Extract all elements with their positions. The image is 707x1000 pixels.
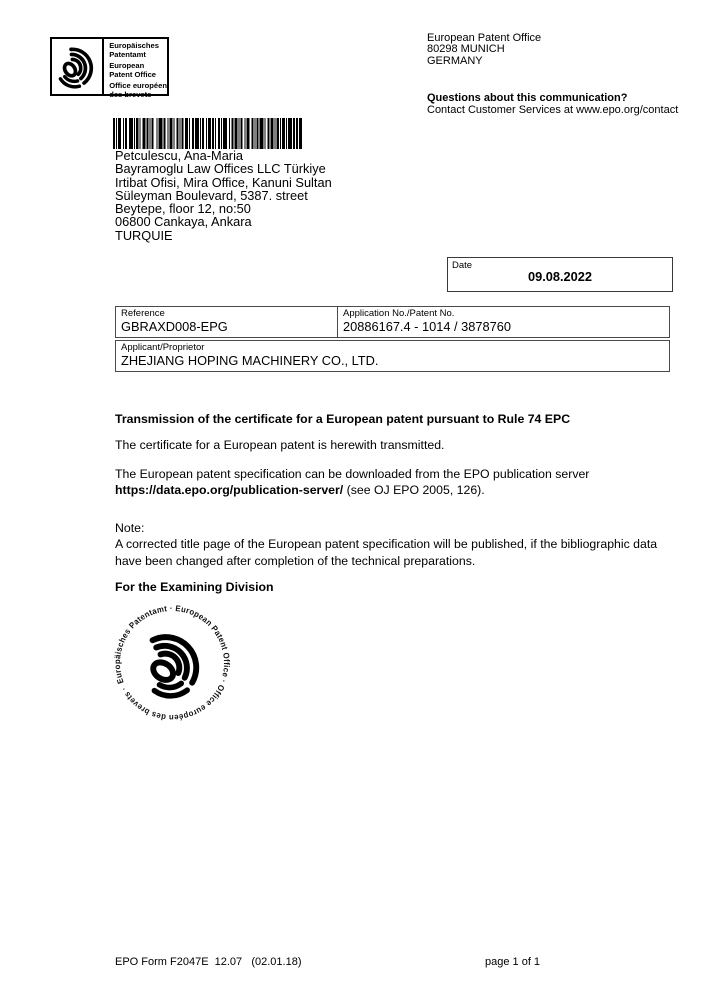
recipient-line: Beytepe, floor 12, no:50	[115, 201, 251, 217]
reference-table	[115, 306, 670, 372]
publication-server-url: https://data.epo.org/publication-server/	[115, 483, 344, 497]
recipient-line: Irtibat Ofisi, Mira Office, Kanuni Sultan	[115, 174, 332, 190]
date-label: Date	[452, 260, 473, 271]
recipient-line: TURQUIE	[115, 227, 173, 243]
date-value: 09.08.2022	[527, 269, 593, 284]
application-value: 20886167.4 - 1014 / 3878760	[343, 318, 511, 334]
applicant-label: Applicant/Proprietor	[121, 342, 205, 353]
logo-label-de-2: Patentamt	[109, 49, 146, 59]
reference-value: GBRAXD008-EPG	[121, 318, 228, 334]
note-line1: A corrected title page of the European patent specification will be published, if the bibliographic data	[115, 537, 658, 551]
signoff-examining-division: For the Examining Division	[115, 580, 274, 594]
footer-form-info: EPO Form F2047E 12.07 (02.01.18)	[115, 956, 302, 968]
epo-seal-stamp	[110, 601, 234, 725]
paragraph-transmitted: The certificate for a European patent is herewith transmitted.	[115, 438, 445, 452]
letter-body	[115, 412, 671, 596]
table-row	[115, 340, 670, 372]
application-label: Application No./Patent No.	[343, 308, 455, 319]
epo-logo-labels	[104, 39, 167, 99]
paragraph-download-line1: The European patent specification can be downloaded from the EPO publication server	[115, 466, 590, 481]
recipient-line: Petculescu, Ana-Maria	[115, 148, 244, 163]
table-row	[115, 306, 670, 338]
office-address-line: GERMANY	[427, 54, 483, 67]
recipient-address	[115, 149, 332, 242]
note-line2: have been changed after completion of the technical preparations.	[115, 553, 476, 568]
reference-label: Reference	[121, 308, 165, 319]
paragraph-download-line2	[115, 482, 671, 499]
epo-logo-box	[50, 37, 169, 99]
office-address-line: European Patent Office	[427, 32, 542, 44]
note-label: Note:	[115, 520, 145, 535]
applicant-cell	[116, 341, 669, 371]
contact-block	[427, 93, 678, 116]
contact-heading: Questions about this communication?	[427, 92, 628, 104]
recipient-line: Bayramoglu Law Offices LLC Türkiye	[115, 161, 326, 177]
office-address	[427, 33, 541, 67]
logo-label-fr-1: Office européen	[109, 81, 167, 91]
note-block	[115, 520, 671, 570]
contact-line: Contact Customer Services at www.epo.org/contact	[427, 103, 679, 116]
office-address-line: 80298 MUNICH	[427, 43, 505, 56]
paragraph-download	[115, 466, 671, 499]
logo-label-en-2: Patent Office	[109, 69, 157, 79]
application-cell	[338, 307, 669, 337]
seal-epo-logo-icon	[128, 622, 211, 709]
barcode	[113, 118, 302, 149]
footer-page-info: page 1 of 1	[485, 956, 541, 968]
date-box	[447, 257, 673, 292]
logo-label-fr-2: des brevets	[109, 89, 152, 99]
seal-ring-text: Europäisches Patentamt · European Patent Office · Office européen des brevets ·	[111, 602, 233, 724]
reference-cell	[116, 307, 338, 337]
applicant-value: ZHEJIANG HOPING MACHINERY CO., LTD.	[121, 352, 379, 368]
recipient-line: 06800 Cankaya, Ankara	[115, 214, 252, 230]
logo-label-de-1: Europäisches	[109, 41, 159, 50]
oj-reference: (see OJ EPO 2005, 126).	[343, 483, 485, 497]
letter-title: Transmission of the certificate for a European patent pursuant to Rule 74 EPC	[115, 412, 571, 426]
logo-label-en-1: European	[109, 61, 145, 71]
svg-text:Europäisches Patentamt · Europ	[110, 601, 234, 725]
epo-logo-icon	[52, 39, 104, 94]
recipient-line: Süleyman Boulevard, 5387. street	[115, 187, 308, 203]
